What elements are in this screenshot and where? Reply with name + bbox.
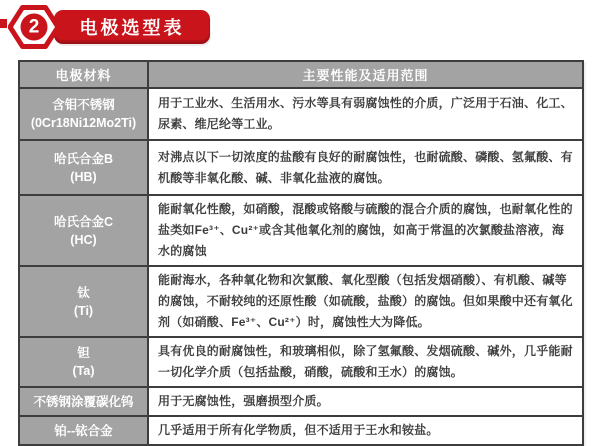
material-cell <box>19 88 148 140</box>
material-name: 钽 <box>77 346 90 360</box>
material-name: 钛 <box>77 285 90 300</box>
page-title: 电极选型表 <box>79 18 185 38</box>
description-cell: 用于工业水、生活用水、污水等具有弱腐蚀性的介质，广泛用于石油、化工、尿素、维尼纶等工业。 <box>148 88 583 140</box>
red-accent-square <box>0 19 7 28</box>
material-code: (HC) <box>70 232 97 247</box>
material-name: 含钼不锈钢 <box>52 98 115 112</box>
description-cell: 对沸点以下一切浓度的盐酸有良好的耐腐蚀性，也耐硫酸、磷酸、氢氟酸、有机酸等非氧化酸、碱、非氧化盐液的腐蚀。 <box>148 140 583 195</box>
column-header-performance: 主要性能及适用范围 <box>148 61 583 88</box>
table-header-row <box>19 61 583 88</box>
material-cell <box>19 195 148 266</box>
badge-number: 2 <box>21 14 48 41</box>
material-name: 铂--铱合金 <box>54 423 113 438</box>
material-cell <box>19 387 148 416</box>
description-cell: 用于无腐蚀性，强磨损型介质。 <box>148 387 583 416</box>
material-code: (Ta) <box>72 364 95 378</box>
table-row <box>19 195 583 266</box>
column-header-material: 电极材料 <box>19 61 148 88</box>
material-cell <box>19 140 148 195</box>
description-cell: 能耐氧化性酸，如硝酸，混酸或铬酸与硫酸的混合介质的腐蚀，也耐氧化性的盐类如Fe³⁺、Cu²⁺或含其他氧化剂的腐蚀，如高于常温的次氯酸盐溶液，海水的腐蚀 <box>148 195 583 266</box>
electrode-selection-table <box>18 60 582 446</box>
number-badge <box>8 4 60 50</box>
table-row <box>19 88 583 140</box>
material-cell <box>19 337 148 387</box>
description-cell: 具有优良的耐腐蚀性，和玻璃相似，除了氢氟酸、发烟硫酸、碱外，几乎能耐一切化学介质（包括盐酸，硝酸，硫酸和王水）的腐蚀。 <box>148 337 583 387</box>
table <box>18 60 584 446</box>
material-code: (0Cr18Ni12Mo2Ti) <box>30 116 137 130</box>
description-cell: 几乎适用于所有化学物质，但不适用于王水和铵盐。 <box>148 416 583 445</box>
material-code: (Ti) <box>73 303 94 318</box>
table-row <box>19 266 583 337</box>
material-name: 不锈钢涂覆碳化钨 <box>33 394 134 409</box>
title-banner <box>54 10 210 44</box>
description-cell: 能耐海水，各种氧化物和次氯酸、氧化型酸（包括发烟硝酸）、有机酸、碱等的腐蚀，不耐较纯的还原性酸（如硫酸，盐酸）的腐蚀。但如果酸中还有氧化剂（如硝酸、Fe³⁺、Cu²⁺）时，腐蚀性大为降低。 <box>148 266 583 337</box>
table-row <box>19 387 583 416</box>
material-name: 哈氏合金B <box>53 151 114 166</box>
table-row <box>19 140 583 195</box>
table-row <box>19 337 583 387</box>
material-cell <box>19 266 148 337</box>
material-name: 哈氏合金C <box>53 214 114 229</box>
material-code: (HB) <box>70 169 97 184</box>
